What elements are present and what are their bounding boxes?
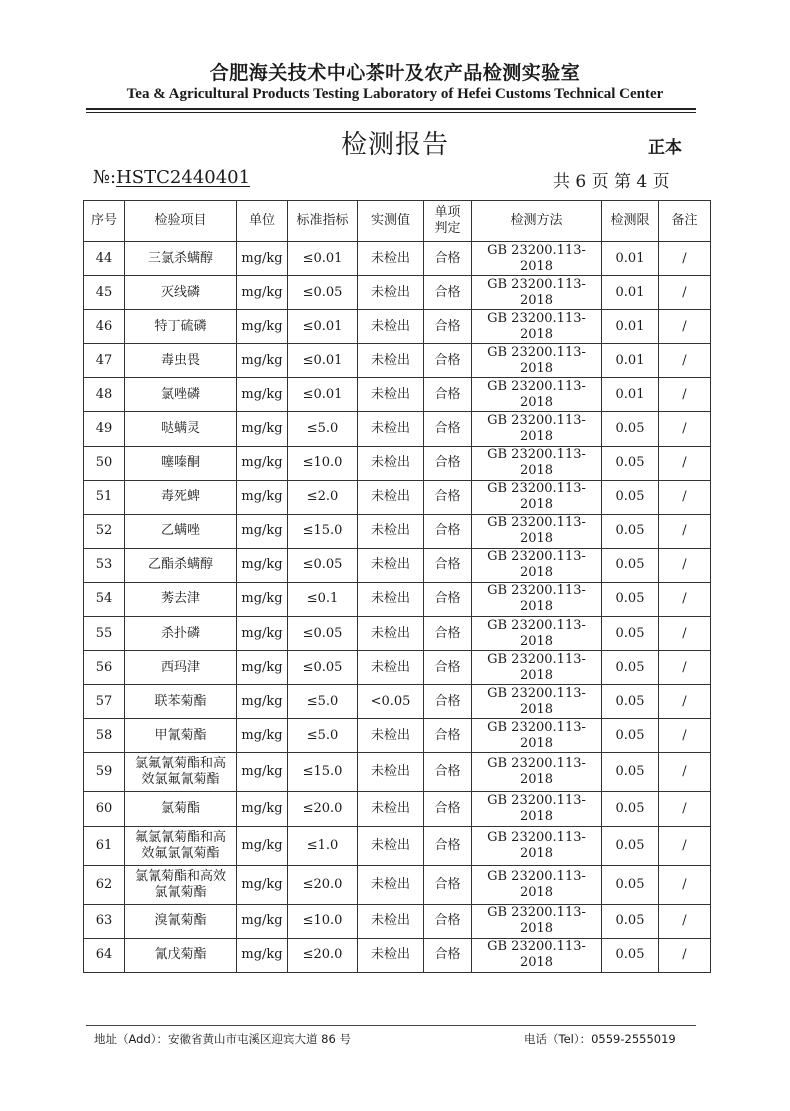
cell-measured: 未检出	[358, 865, 424, 904]
cell-measured: 未检出	[358, 378, 424, 412]
cell-no: 46	[84, 310, 125, 344]
cell-item: 氯菊酯	[125, 792, 237, 826]
cell-limit: 0.05	[602, 685, 659, 719]
cell-method: GB 23200.113-2018	[472, 242, 602, 276]
cell-limit: 0.05	[602, 651, 659, 685]
cell-standard: ≤0.01	[288, 378, 358, 412]
cell-note: /	[659, 548, 711, 582]
cell-limit: 0.05	[602, 617, 659, 651]
cell-standard: ≤0.05	[288, 651, 358, 685]
cell-item: 特丁硫磷	[125, 310, 237, 344]
table-row	[84, 378, 711, 412]
cell-no: 47	[84, 344, 125, 378]
cell-item: 毒虫畏	[125, 344, 237, 378]
cell-method: GB 23200.113-2018	[472, 685, 602, 719]
cell-no: 61	[84, 826, 125, 865]
cell-standard: ≤15.0	[288, 514, 358, 548]
cell-unit: mg/kg	[237, 242, 288, 276]
cell-item: 氯氟氰菊酯和高效氯氟氰菊酯	[125, 753, 237, 792]
cell-item: 甲氰菊酯	[125, 719, 237, 753]
cell-judgement: 合格	[424, 344, 472, 378]
cell-measured: 未检出	[358, 310, 424, 344]
cell-no: 63	[84, 904, 125, 938]
table-body	[84, 242, 711, 973]
cell-unit: mg/kg	[237, 865, 288, 904]
cell-limit: 0.05	[602, 792, 659, 826]
cell-measured: 未检出	[358, 617, 424, 651]
cell-standard: ≤0.05	[288, 548, 358, 582]
cell-method: GB 23200.113-2018	[472, 514, 602, 548]
col-header-limit: 检测限	[602, 201, 659, 242]
cell-limit: 0.05	[602, 514, 659, 548]
cell-note: /	[659, 242, 711, 276]
cell-measured: 未检出	[358, 904, 424, 938]
cell-no: 55	[84, 617, 125, 651]
cell-standard: ≤10.0	[288, 904, 358, 938]
table-row	[84, 310, 711, 344]
cell-judgement: 合格	[424, 617, 472, 651]
cell-note: /	[659, 865, 711, 904]
cell-measured: 未检出	[358, 651, 424, 685]
cell-unit: mg/kg	[237, 753, 288, 792]
cell-standard: ≤2.0	[288, 480, 358, 514]
org-name-cn: 合肥海关技术中心茶叶及农产品检测实验室	[209, 62, 581, 84]
cell-judgement: 合格	[424, 792, 472, 826]
table-row	[84, 685, 711, 719]
cell-unit: mg/kg	[237, 685, 288, 719]
table-row	[84, 514, 711, 548]
cell-standard: ≤15.0	[288, 753, 358, 792]
cell-limit: 0.05	[602, 904, 659, 938]
cell-method: GB 23200.113-2018	[472, 548, 602, 582]
cell-method: GB 23200.113-2018	[472, 904, 602, 938]
results-table	[83, 200, 711, 973]
cell-note: /	[659, 378, 711, 412]
cell-judgement: 合格	[424, 514, 472, 548]
footer-tel: 电话（Tel）：0559-2555019	[524, 1032, 676, 1046]
cell-judgement: 合格	[424, 480, 472, 514]
cell-method: GB 23200.113-2018	[472, 344, 602, 378]
cell-limit: 0.05	[602, 446, 659, 480]
cell-standard: ≤5.0	[288, 685, 358, 719]
cell-method: GB 23200.113-2018	[472, 865, 602, 904]
cell-note: /	[659, 792, 711, 826]
cell-unit: mg/kg	[237, 617, 288, 651]
cell-measured: 未检出	[358, 753, 424, 792]
cell-note: /	[659, 938, 711, 972]
cell-no: 51	[84, 480, 125, 514]
cell-item: 氯唑磷	[125, 378, 237, 412]
cell-note: /	[659, 582, 711, 616]
cell-item: 灭线磷	[125, 276, 237, 310]
report-title: 检测报告	[340, 130, 449, 160]
cell-method: GB 23200.113-2018	[472, 826, 602, 865]
cell-item: 哒螨灵	[125, 412, 237, 446]
cell-standard: ≤0.1	[288, 582, 358, 616]
copy-type-label: 正本	[648, 138, 682, 158]
cell-unit: mg/kg	[237, 938, 288, 972]
cell-standard: ≤0.05	[288, 276, 358, 310]
cell-unit: mg/kg	[237, 310, 288, 344]
cell-note: /	[659, 344, 711, 378]
col-header-no: 序号	[84, 201, 125, 242]
table-row	[84, 242, 711, 276]
cell-item: 溴氰菊酯	[125, 904, 237, 938]
cell-limit: 0.05	[602, 938, 659, 972]
cell-method: GB 23200.113-2018	[472, 792, 602, 826]
cell-unit: mg/kg	[237, 344, 288, 378]
cell-note: /	[659, 826, 711, 865]
cell-measured: 未检出	[358, 514, 424, 548]
cell-no: 48	[84, 378, 125, 412]
cell-item: 乙螨唑	[125, 514, 237, 548]
cell-method: GB 23200.113-2018	[472, 753, 602, 792]
cell-method: GB 23200.113-2018	[472, 276, 602, 310]
cell-no: 56	[84, 651, 125, 685]
cell-method: GB 23200.113-2018	[472, 617, 602, 651]
col-header-item: 检验项目	[125, 201, 237, 242]
cell-measured: 未检出	[358, 582, 424, 616]
report-number	[93, 167, 250, 188]
cell-unit: mg/kg	[237, 412, 288, 446]
cell-note: /	[659, 446, 711, 480]
cell-judgement: 合格	[424, 938, 472, 972]
footer-address: 地址（Add）：安徽省黄山市屯溪区迎宾大道 86 号	[94, 1032, 351, 1046]
cell-no: 64	[84, 938, 125, 972]
cell-note: /	[659, 310, 711, 344]
cell-no: 60	[84, 792, 125, 826]
cell-judgement: 合格	[424, 446, 472, 480]
cell-limit: 0.05	[602, 548, 659, 582]
cell-unit: mg/kg	[237, 719, 288, 753]
cell-note: /	[659, 412, 711, 446]
cell-item: 联苯菊酯	[125, 685, 237, 719]
table-row	[84, 865, 711, 904]
cell-standard: ≤0.01	[288, 344, 358, 378]
cell-no: 62	[84, 865, 125, 904]
cell-item: 三氯杀螨醇	[125, 242, 237, 276]
cell-method: GB 23200.113-2018	[472, 446, 602, 480]
cell-standard: ≤5.0	[288, 719, 358, 753]
header-rule-thin	[86, 112, 696, 113]
cell-measured: <0.05	[358, 685, 424, 719]
cell-method: GB 23200.113-2018	[472, 719, 602, 753]
cell-note: /	[659, 904, 711, 938]
cell-measured: 未检出	[358, 412, 424, 446]
cell-no: 50	[84, 446, 125, 480]
table-row	[84, 617, 711, 651]
report-number-label: №:	[93, 167, 117, 188]
cell-standard: ≤5.0	[288, 412, 358, 446]
cell-limit: 0.05	[602, 865, 659, 904]
table-row	[84, 826, 711, 865]
cell-unit: mg/kg	[237, 904, 288, 938]
cell-limit: 0.05	[602, 480, 659, 514]
cell-limit: 0.01	[602, 344, 659, 378]
cell-judgement: 合格	[424, 753, 472, 792]
cell-standard: ≤20.0	[288, 938, 358, 972]
cell-item: 西玛津	[125, 651, 237, 685]
table-row	[84, 753, 711, 792]
cell-judgement: 合格	[424, 310, 472, 344]
cell-standard: ≤0.01	[288, 242, 358, 276]
cell-measured: 未检出	[358, 344, 424, 378]
cell-no: 58	[84, 719, 125, 753]
cell-measured: 未检出	[358, 938, 424, 972]
cell-limit: 0.01	[602, 276, 659, 310]
cell-standard: ≤10.0	[288, 446, 358, 480]
page-info: 共 6 页 第 4 页	[553, 172, 670, 192]
cell-no: 52	[84, 514, 125, 548]
col-header-unit: 单位	[237, 201, 288, 242]
table-row	[84, 651, 711, 685]
cell-item: 氯氰菊酯和高效氯氰菊酯	[125, 865, 237, 904]
cell-note: /	[659, 753, 711, 792]
cell-method: GB 23200.113-2018	[472, 480, 602, 514]
cell-limit: 0.05	[602, 753, 659, 792]
cell-no: 49	[84, 412, 125, 446]
cell-measured: 未检出	[358, 480, 424, 514]
col-header-method: 检测方法	[472, 201, 602, 242]
footer-rule	[86, 1025, 696, 1026]
cell-limit: 0.05	[602, 412, 659, 446]
cell-unit: mg/kg	[237, 548, 288, 582]
cell-measured: 未检出	[358, 826, 424, 865]
cell-judgement: 合格	[424, 378, 472, 412]
cell-item: 氰戊菊酯	[125, 938, 237, 972]
cell-measured: 未检出	[358, 242, 424, 276]
cell-judgement: 合格	[424, 412, 472, 446]
cell-no: 53	[84, 548, 125, 582]
cell-no: 45	[84, 276, 125, 310]
cell-judgement: 合格	[424, 685, 472, 719]
cell-limit: 0.01	[602, 378, 659, 412]
cell-unit: mg/kg	[237, 826, 288, 865]
table-row	[84, 792, 711, 826]
cell-unit: mg/kg	[237, 446, 288, 480]
cell-method: GB 23200.113-2018	[472, 938, 602, 972]
cell-standard: ≤0.01	[288, 310, 358, 344]
cell-judgement: 合格	[424, 276, 472, 310]
cell-method: GB 23200.113-2018	[472, 412, 602, 446]
cell-item: 噻嗪酮	[125, 446, 237, 480]
cell-standard: ≤20.0	[288, 865, 358, 904]
cell-measured: 未检出	[358, 719, 424, 753]
cell-judgement: 合格	[424, 865, 472, 904]
table-row	[84, 548, 711, 582]
cell-method: GB 23200.113-2018	[472, 310, 602, 344]
table-row	[84, 276, 711, 310]
cell-unit: mg/kg	[237, 514, 288, 548]
cell-limit: 0.01	[602, 310, 659, 344]
cell-note: /	[659, 514, 711, 548]
cell-limit: 0.01	[602, 242, 659, 276]
cell-item: 毒死蜱	[125, 480, 237, 514]
org-name-en: Tea & Agricultural Products Testing Laboratory of Hefei Customs Technical Center	[126, 86, 664, 102]
report-number-value: HSTC2440401	[116, 167, 251, 188]
cell-note: /	[659, 617, 711, 651]
cell-standard: ≤1.0	[288, 826, 358, 865]
cell-unit: mg/kg	[237, 378, 288, 412]
cell-measured: 未检出	[358, 548, 424, 582]
cell-judgement: 合格	[424, 826, 472, 865]
table-row	[84, 446, 711, 480]
table-row	[84, 904, 711, 938]
cell-method: GB 23200.113-2018	[472, 582, 602, 616]
cell-standard: ≤0.05	[288, 617, 358, 651]
table-row	[84, 582, 711, 616]
cell-no: 54	[84, 582, 125, 616]
cell-no: 59	[84, 753, 125, 792]
cell-method: GB 23200.113-2018	[472, 378, 602, 412]
col-header-standard: 标准指标	[288, 201, 358, 242]
cell-item: 杀扑磷	[125, 617, 237, 651]
col-header-measured: 实测值	[358, 201, 424, 242]
cell-measured: 未检出	[358, 276, 424, 310]
cell-no: 44	[84, 242, 125, 276]
cell-judgement: 合格	[424, 651, 472, 685]
cell-note: /	[659, 651, 711, 685]
cell-judgement: 合格	[424, 548, 472, 582]
cell-measured: 未检出	[358, 446, 424, 480]
table-row	[84, 412, 711, 446]
cell-measured: 未检出	[358, 792, 424, 826]
table-row	[84, 480, 711, 514]
cell-item: 乙酯杀螨醇	[125, 548, 237, 582]
cell-unit: mg/kg	[237, 792, 288, 826]
cell-note: /	[659, 480, 711, 514]
table-row	[84, 719, 711, 753]
cell-unit: mg/kg	[237, 651, 288, 685]
cell-judgement: 合格	[424, 719, 472, 753]
cell-standard: ≤20.0	[288, 792, 358, 826]
cell-limit: 0.05	[602, 582, 659, 616]
cell-note: /	[659, 719, 711, 753]
cell-method: GB 23200.113-2018	[472, 651, 602, 685]
cell-item: 氟氯氰菊酯和高效氟氯氰菊酯	[125, 826, 237, 865]
cell-judgement: 合格	[424, 904, 472, 938]
col-header-note: 备注	[659, 201, 711, 242]
cell-unit: mg/kg	[237, 276, 288, 310]
cell-unit: mg/kg	[237, 480, 288, 514]
cell-item: 莠去津	[125, 582, 237, 616]
table-header-row	[84, 201, 711, 242]
cell-note: /	[659, 685, 711, 719]
cell-unit: mg/kg	[237, 582, 288, 616]
header-rule-thick	[86, 108, 696, 110]
cell-judgement: 合格	[424, 582, 472, 616]
table-row	[84, 938, 711, 972]
cell-no: 57	[84, 685, 125, 719]
cell-limit: 0.05	[602, 826, 659, 865]
cell-note: /	[659, 276, 711, 310]
col-header-judgement: 单项判定	[424, 201, 472, 242]
table-row	[84, 344, 711, 378]
cell-judgement: 合格	[424, 242, 472, 276]
cell-limit: 0.05	[602, 719, 659, 753]
